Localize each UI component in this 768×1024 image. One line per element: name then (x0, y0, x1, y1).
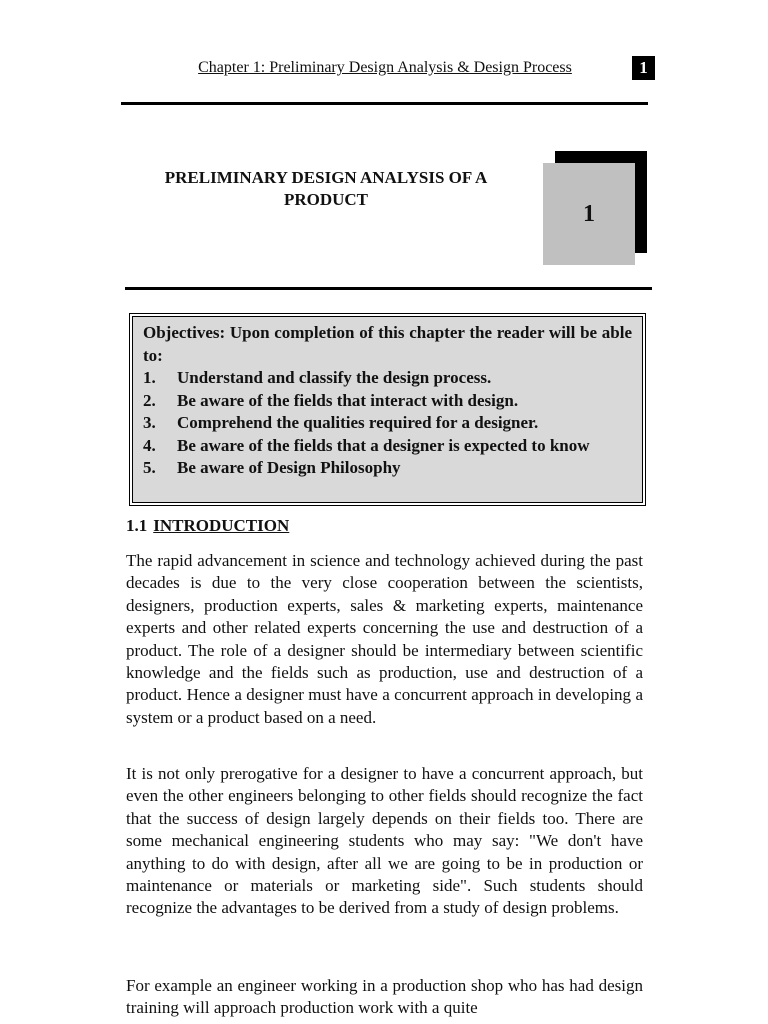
objectives-list (143, 367, 632, 480)
chapter-rule (125, 287, 652, 290)
section-number: 1.1 (126, 516, 148, 535)
body-paragraph: The rapid advancement in science and technology achieved during the past decades is due to the very close cooperation between the scientists, designers, production experts, sales & marketing experts, maintenance experts and other related experts concerning the use and destruction of a product. The role of a designer should be intermediary between scientific knowledge and the fields such as production, use and destruction of a product. Hence a designer must have a concurrent approach in developing a system or a product based on a need. (126, 551, 643, 727)
objectives-intro: Objectives: Upon completion of this chapter the reader will be able to: (143, 323, 632, 365)
objective-number: 1. (143, 368, 156, 387)
objective-number: 3. (143, 413, 156, 432)
page-number-badge: 1 (632, 56, 655, 80)
objective-item (143, 390, 632, 413)
objectives-box (132, 316, 643, 503)
header-title: Chapter 1: Preliminary Design Analysis & Design Process (198, 59, 572, 76)
objective-number: 5. (143, 458, 156, 477)
chapter-number: 1 (583, 200, 595, 227)
section-title: INTRODUCTION (153, 516, 290, 535)
objective-item (143, 412, 632, 435)
body-paragraph: It is not only prerogative for a designer to have a concurrent approach, but even the other engineers belonging to other fields should recognize the fact that the success of design largely depends on their fields too. There are some mechanical engineering students who may say: "We don't have anything to do with design, after all we are going to be in production or maintenance or materials or marketing side". Such students should recognize the advantages to be derived from a study of design problems. (126, 764, 643, 918)
objective-text: Be aware of the fields that a designer is expected to know (177, 435, 590, 455)
chapter-heading (128, 167, 524, 211)
objective-item (143, 457, 632, 480)
chapter-heading-line2: PRODUCT (283, 190, 369, 209)
objective-number: 2. (143, 390, 156, 410)
objective-number: 4. (143, 435, 156, 455)
objective-text: Understand and classify the design process. (177, 368, 492, 387)
chapter-heading-line1: PRELIMINARY DESIGN ANALYSIS OF A (164, 168, 488, 187)
header-rule (121, 102, 648, 105)
section-heading (126, 516, 289, 536)
objective-item (143, 435, 632, 458)
objective-text: Be aware of Design Philosophy (177, 458, 401, 477)
objective-item (143, 367, 632, 390)
body-paragraph: For example an engineer working in a production shop who has had design training will approach production work with a quite (126, 976, 643, 1018)
objective-text: Be aware of the fields that interact with design. (177, 390, 519, 410)
objective-text: Comprehend the qualities required for a designer. (177, 413, 539, 432)
chapter-number-box (543, 163, 635, 265)
